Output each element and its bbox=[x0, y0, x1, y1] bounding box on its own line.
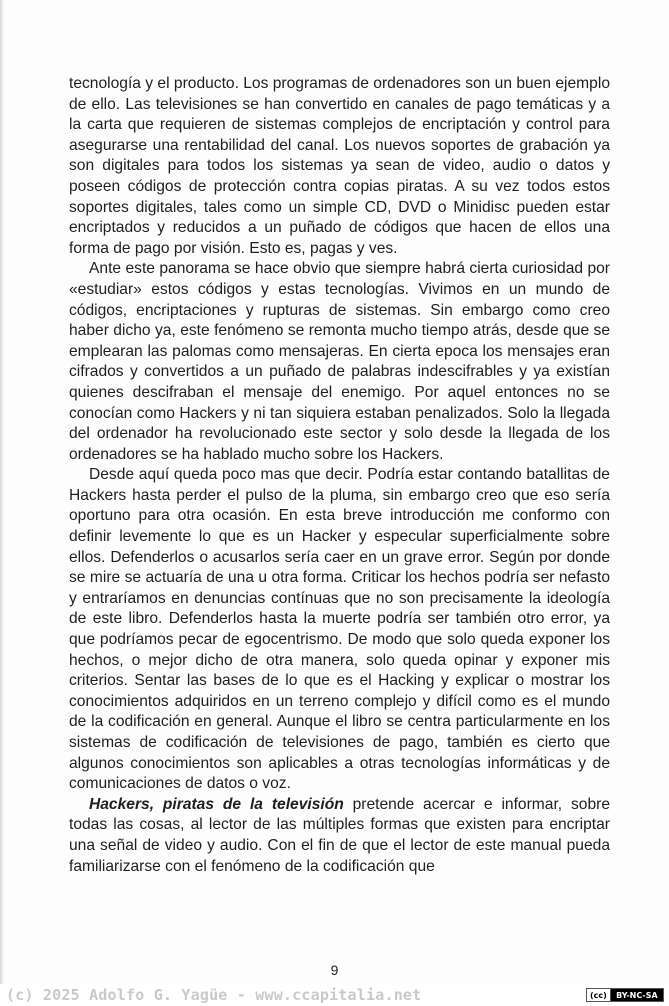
paragraph-4 bbox=[69, 795, 610, 877]
cc-icon: (cc) bbox=[587, 989, 611, 1001]
copyright-watermark: (c) 2025 Adolfo G. Yagüe - www.ccapitalia.net bbox=[6, 986, 422, 1004]
paragraph-4-text: pretende acercar e informar, sobre todas las cosas, al lector de las múltiples formas que existen para encriptar una señal de video y audio. Con el fin de que el lector de este manual pueda familiarizarse con el fenómeno de la codificación que bbox=[69, 795, 610, 875]
body-text bbox=[69, 74, 610, 877]
page-number: 9 bbox=[330, 962, 339, 978]
paragraph-3: Desde aquí queda poco mas que decir. Podría estar contando batallitas de Hackers hasta perder el pulso de la pluma, sin embargo creo que eso sería oportuno para otra ocasión. En esta breve introducción me conformo con definir levemente lo que es un Hacker y especular superficialmente sobre ellos. Defenderlos o acusarlos sería caer en un grave error. Según por donde se mire se actuaría de una u otra forma. Criticar los hechos podría ser nefasto y entraríamos en denuncias contínuas que no son precisamente la ideología de este libro. Defenderlos hasta la muerte podría ser también otro error, ya que podríamos pecar de egocentrismo. De modo que solo queda exponer los hechos, o mejor dicho de otra manera, solo queda opinar y exponer mis criterios. Sentar las bases de lo que es el Hacking y explicar o mostrar los conocimientos adquiridos en un terreno complejo y difícil como es el mundo de la codificación en general. Aunque el libro se centra particularmente en los sistemas de codificación de televisiones de pago, también es cierto que algunos conocimientos son aplicables a otras tecnologías informáticas y de comunicaciones de datos o voz. bbox=[69, 466, 610, 793]
cc-license-label: BY-NC-SA bbox=[611, 989, 663, 1001]
book-title: Hackers, piratas de la televisión bbox=[89, 795, 344, 813]
paragraph-2: Ante este panorama se hace obvio que siempre habrá cierta curiosidad por «estudiar» estos códigos y estas tecnologías. Vivimos en un mundo de códigos, encriptaciones y rupturas de sistemas. Sin embargo como creo haber dicho ya, este fenómeno se remonta mucho tiempo atrás, desde que se emplearan las palomas como mensajeras. En cierta epoca los mensajes eran cifrados y convertidos a un puñado de palabras indescifrables y ya existían quienes descifraban el mensaje del enemigo. Por aquel entonces no se conocían como Hackers y ni tan siquiera estaban penalizados. Solo la llegada del ordenador ha revolucionado este sector y solo desde la llegada de los ordenadores se ha hablado mucho sobre los Hackers. bbox=[69, 260, 610, 463]
cc-license-badge[interactable] bbox=[586, 988, 664, 1002]
page-edge-shadow bbox=[0, 0, 4, 1006]
paragraph-1: tecnología y el producto. Los programas de ordenadores son un buen ejemplo de ello. Las televisiones se han convertido en canales de pago temáticas y a la carta que requieren de sistemas complejos de encriptación y control para asegurarse una rentabilidad del canal. Los nuevos soportes de grabación ya son digitales para todos los sistemas ya sean de video, audio o datos y poseen códigos de protección contra copias piratas. A su vez todos estos soportes digitales, tales como un simple CD, DVD o Minidisc pueden estar encriptados y reducidos a un puñado de códigos que hacen de ellos una forma de pago por visión. Esto es, pagas y ves. bbox=[69, 75, 610, 257]
